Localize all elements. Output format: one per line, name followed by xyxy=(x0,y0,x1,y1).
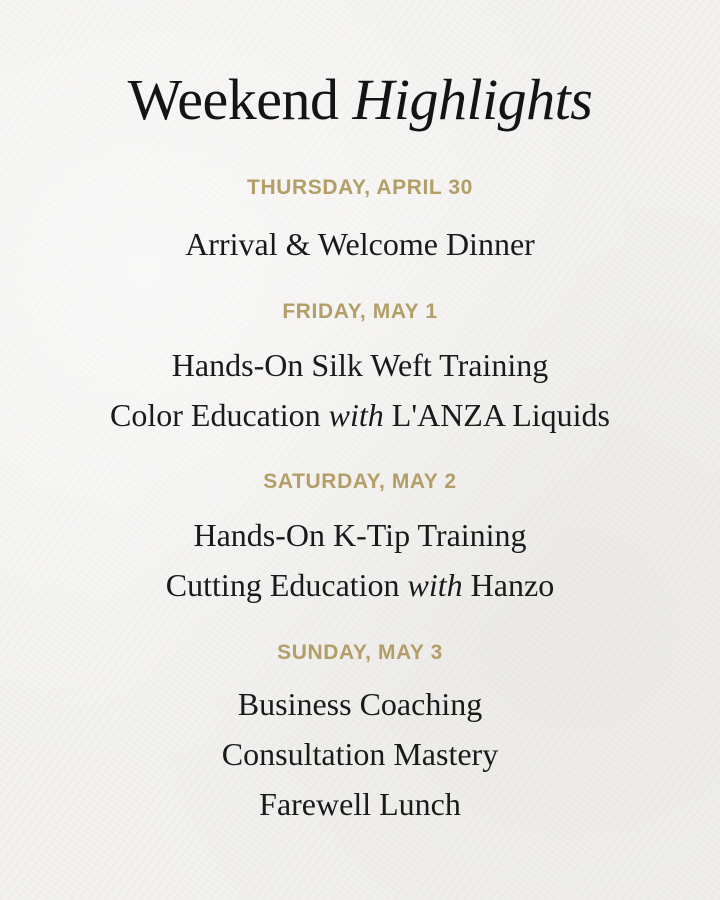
day-header-thursday: THURSDAY, APRIL 30 xyxy=(247,176,473,199)
agenda-item-silk-weft: Hands-On Silk Weft Training xyxy=(171,347,549,383)
agenda-item-text: L'ANZA Liquids xyxy=(391,397,610,433)
agenda-item-k-tip: Hands-On K-Tip Training xyxy=(193,517,527,553)
agenda-item-italic: with xyxy=(328,397,384,433)
day-header-sunday: SUNDAY, MAY 3 xyxy=(277,641,443,664)
agenda-item-color-education xyxy=(0,395,720,435)
title-italic: Highlights xyxy=(352,67,593,132)
agenda-item-cutting-education xyxy=(0,565,720,605)
day-header-saturday: SATURDAY, MAY 2 xyxy=(263,470,457,493)
agenda-item-consultation: Consultation Mastery xyxy=(221,736,499,772)
title-plain: Weekend xyxy=(127,67,339,132)
agenda-item-italic: with xyxy=(407,567,463,603)
agenda-item-arrival: Arrival & Welcome Dinner xyxy=(185,226,535,262)
agenda-item-business-coaching: Business Coaching xyxy=(237,686,483,722)
page-title xyxy=(0,62,720,138)
day-header-friday: FRIDAY, MAY 1 xyxy=(282,300,438,323)
agenda-item-text: Cutting Education xyxy=(165,567,400,603)
agenda-item-farewell-lunch: Farewell Lunch xyxy=(259,786,461,822)
agenda-item-text: Hanzo xyxy=(470,567,555,603)
agenda-item-text: Color Education xyxy=(110,397,321,433)
